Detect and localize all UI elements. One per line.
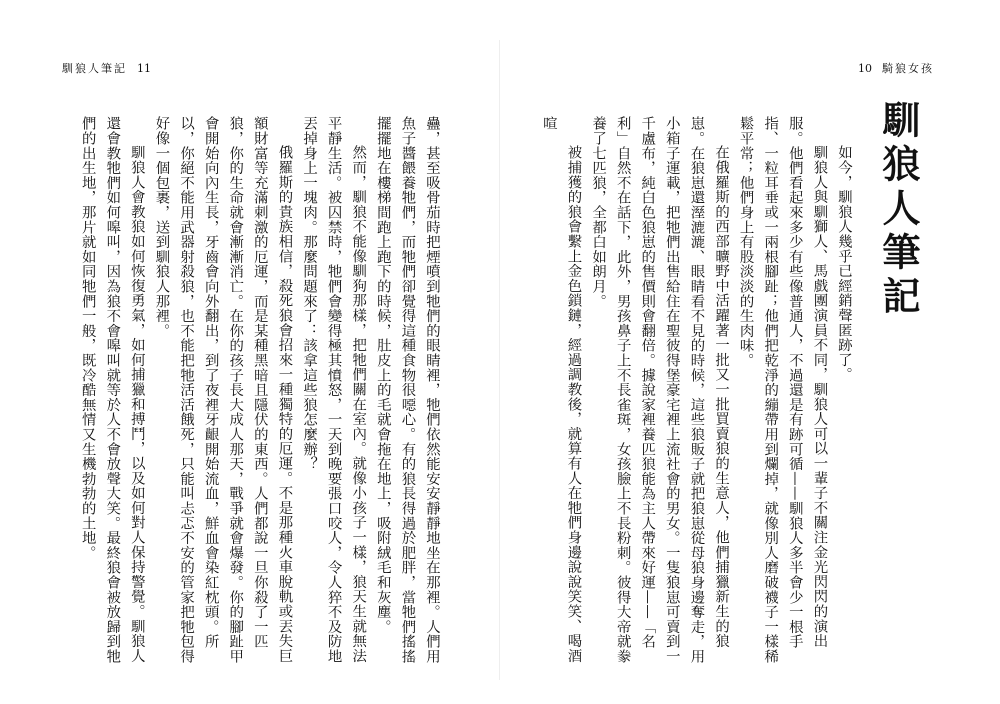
left-paragraph-2: 然而，馴狼不能像馴狗那樣，把牠們關在室內。就像小孩子一樣，狼天生就無法平靜生活。被囚禁時，牠們會變得極其憤怒，一天到晚要張口咬人，令人猝不及防地丟掉身上一塊肉。那麼問題來了：該拿這些狼怎麼辦？: [301, 116, 367, 664]
left-running-header: [62, 60, 151, 76]
left-running-head: 馴狼人筆記: [62, 62, 127, 75]
right-running-head: 騎狼女孩: [882, 62, 934, 75]
left-page-number: 11: [137, 62, 151, 75]
left-body-text: [60, 116, 444, 664]
left-paragraph-4: 馴狼人會教狼如何恢復勇氣，如何捕獵和搏鬥，以及如何對人保持警覺。馴狼人還會教牠們如何嗥叫，因為狼不會嗥叫就等於人不會放聲大笑。最終狼會被放歸到牠們的出生地，那片就如同牠們一般，既冷酷無情又生機勃勃的土地。: [79, 116, 145, 664]
right-paragraph-2: 馴狼人與馴獅人、馬戲團演員不同，馴狼人可以一輩子不關注金光閃閃的演出服。他們看起來多少有些像普通人，不過還是有跡可循——馴狼人多半會少一根手指、一粒耳垂或一兩根腳趾；他們把乾淨的繃帶用到爛掉，就像別人磨破襪子一樣稀鬆平常；他們身上有股淡淡的生肉味。: [737, 116, 828, 664]
right-body-text: [540, 116, 856, 664]
left-paragraph-3: 俄羅斯的貴族相信，殺死狼會招來一種獨特的厄運。不是那種火車脫軌或丟失巨額財富等充滿刺激的厄運，而是某種黑暗且隱伏的東西。人們都說一旦你殺了一匹狼，你的生命就會漸漸消亡。在你的孩子長大成人那天，戰爭就會爆發。你的腳趾甲會開始向內生長，牙齒會向外翻出，到了夜裡牙齦開始流血，鮮血會染紅枕頭。所以，你絕不能用武器射殺狼，也不能把牠活活餓死，只能叫忐忑不安的管家把牠包得好像一個包裹，送到馴狼人那裡。: [153, 116, 293, 664]
right-paragraph-4: 被捕獲的狼會繫上金色鎖鏈，經過調教後，就算有人在牠們身邊說說笑笑、喝酒喧: [540, 116, 582, 663]
right-running-header: [858, 60, 934, 76]
right-page-number: 10: [858, 62, 872, 75]
left-paragraph-1: 蠱，甚至吸骨茄時把煙噴到牠們的眼睛裡，牠們依然能安安靜靜地坐在那裡。人們用魚子醬餵養牠們，而牠們卻覺得這種食物很噁心。有的狼長得過於肥胖，當牠們搖搖擺擺地在樓梯間跑上跑下的時候，肚皮上的毛就會拖在地上，吸附絨毛和灰塵。: [374, 116, 440, 664]
chapter-title: 馴狼人筆記: [876, 100, 920, 320]
right-paragraph-3: 在俄羅斯的西部曠野中活躍著一批又一批買賣狼的生意人，他們捕獵新生的狼崽。在狼崽還溼漉漉、眼睛看不見的時候，這些狼販子就把狼崽從母狼身邊奪走，用小箱子運載，把牠們出售給住在聖彼得堡豪宅裡上流社會的男女。一隻狼崽可賣到一千盧布，純白色狼崽的售價則會翻倍。據說家裡養匹狼能為主人帶來好運——「名利」自然不在話下，此外，男孩鼻子上不長雀斑，女孩臉上不長粉刺。彼得大帝就豢養了七匹狼，全都白如朗月。: [590, 116, 730, 664]
right-paragraph-1: 如今，馴狼人幾乎已經銷聲匿跡了。: [836, 144, 852, 382]
